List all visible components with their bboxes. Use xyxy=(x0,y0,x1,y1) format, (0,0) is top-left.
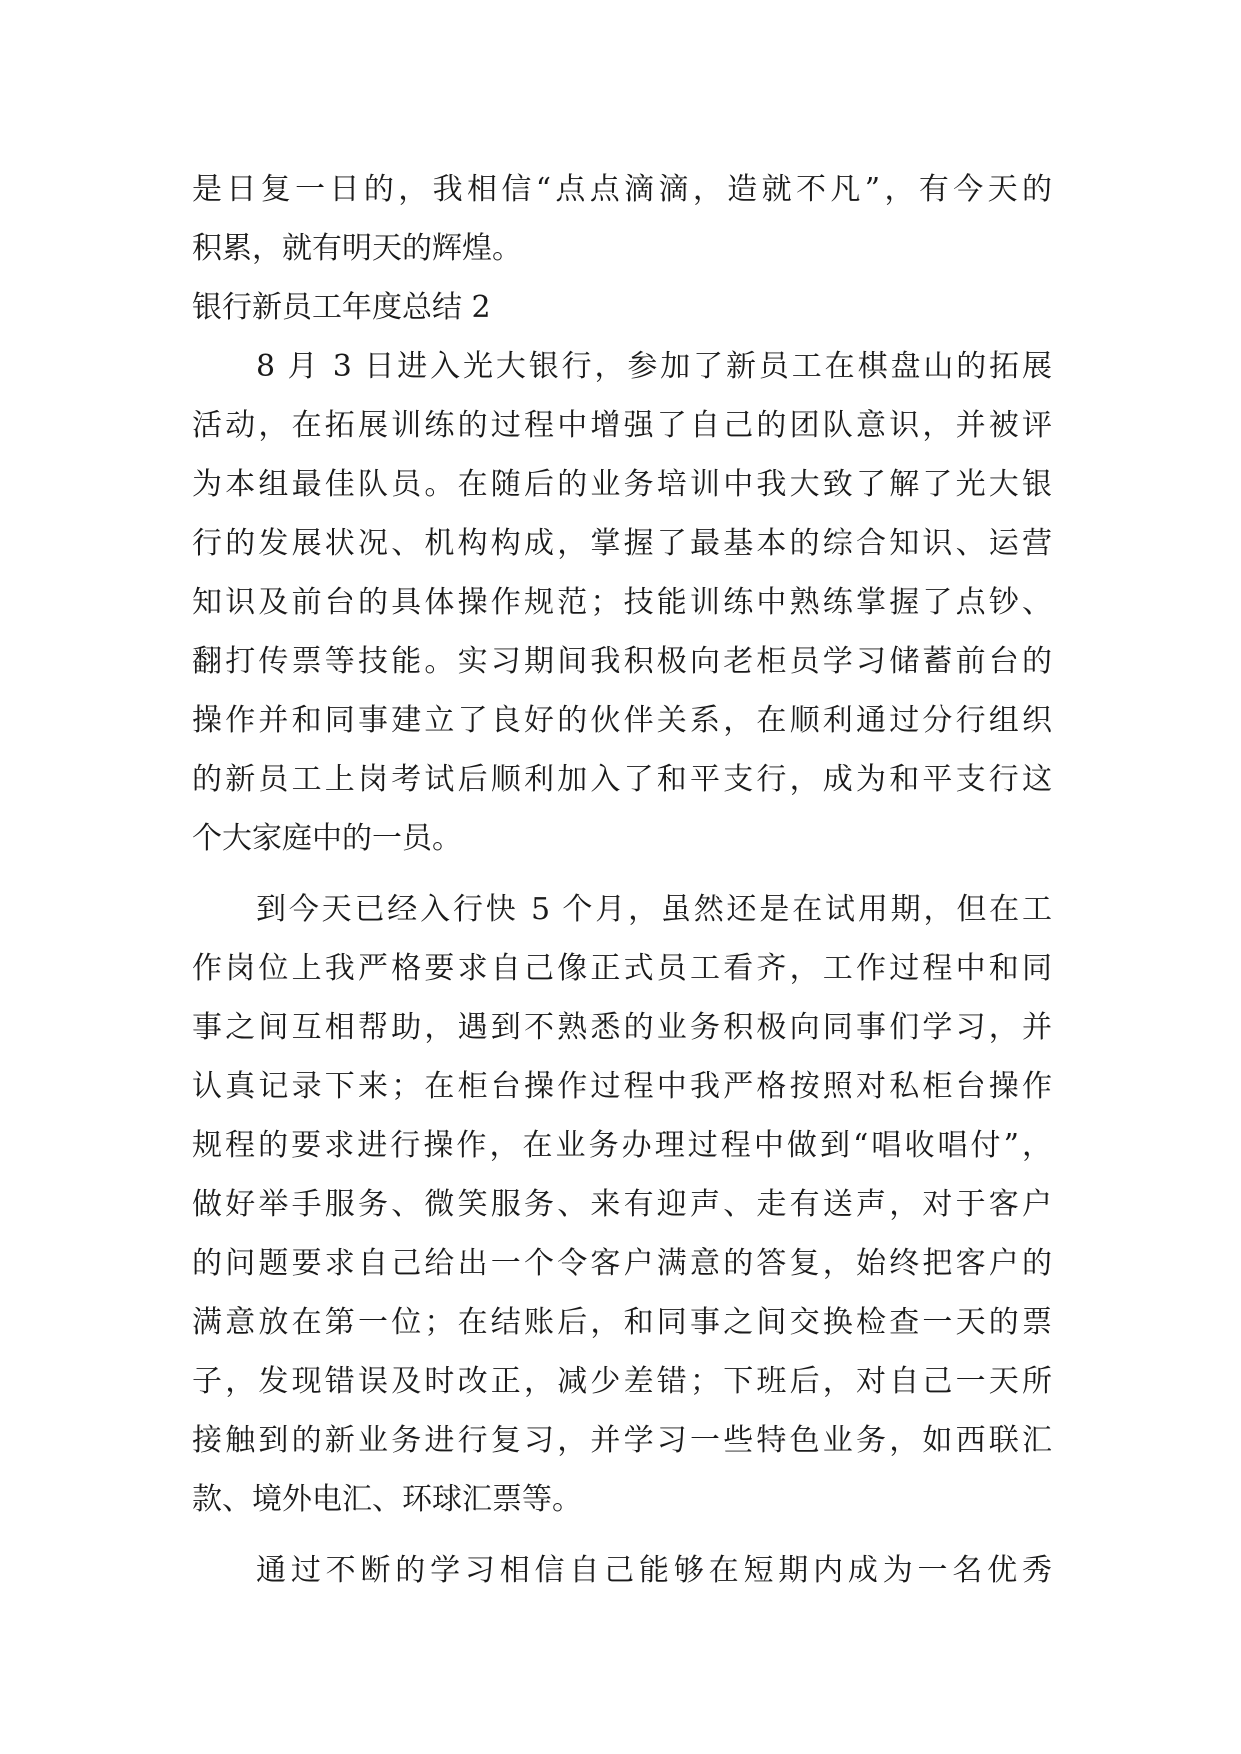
paragraph-gap xyxy=(192,868,1052,880)
paragraph-line: 知识及前台的具体操作规范；技能训练中熟练掌握了点钞、 xyxy=(192,585,1052,620)
paragraph-1 xyxy=(192,337,1052,868)
paragraph-line: 款、境外电汇、环球汇票等。 xyxy=(192,1482,582,1517)
paragraph-line: 的问题要求自己给出一个令客户满意的答复，始终把客户的 xyxy=(192,1246,1052,1281)
paragraph-line: 个大家庭中的一员。 xyxy=(192,821,462,856)
paragraph-line: 为本组最佳队员。在随后的业务培训中我大致了解了光大银 xyxy=(192,467,1052,502)
paragraph-line: 作岗位上我严格要求自己像正式员工看齐，工作过程中和同 xyxy=(192,951,1052,986)
paragraph-3 xyxy=(192,1541,1052,1600)
paragraph-2 xyxy=(192,880,1052,1529)
paragraph-line: 做好举手服务、微笑服务、来有迎声、走有送声，对于客户 xyxy=(192,1187,1052,1222)
paragraph-line: 活动，在拓展训练的过程中增强了自己的团队意识，并被评 xyxy=(192,408,1052,443)
paragraph-line: 规程的要求进行操作，在业务办理过程中做到“唱收唱付”， xyxy=(192,1128,1052,1163)
paragraph-line: 操作并和同事建立了良好的伙伴关系，在顺利通过分行组织 xyxy=(192,703,1052,738)
paragraph-line: 事之间互相帮助，遇到不熟悉的业务积极向同事们学习，并 xyxy=(192,1010,1052,1045)
paragraph-line: 行的发展状况、机构构成，掌握了最基本的综合知识、运营 xyxy=(192,526,1052,561)
paragraph-line: 的新员工上岗考试后顺利加入了和平支行，成为和平支行这 xyxy=(192,762,1052,797)
paragraph-line: 通过不断的学习相信自己能够在短期内成为一名优秀 xyxy=(256,1553,1052,1588)
paragraph-line: 接触到的新业务进行复习，并学习一些特色业务，如西联汇 xyxy=(192,1423,1052,1458)
paragraph-line: 满意放在第一位；在结账后，和同事之间交换检查一天的票 xyxy=(192,1305,1052,1340)
intro-line-2: 积累，就有明天的辉煌。 xyxy=(192,231,522,266)
paragraph-gap xyxy=(192,1529,1052,1541)
paragraph-line: 8 月 3 日进入光大银行，参加了新员工在棋盘山的拓展 xyxy=(256,349,1052,384)
paragraph-line: 子，发现错误及时改正，减少差错；下班后，对自己一天所 xyxy=(192,1364,1052,1399)
section-title: 银行新员工年度总结 2 xyxy=(192,290,491,325)
intro-line-1: 是日复一日的，我相信“点点滴滴，造就不凡”，有今天的 xyxy=(192,172,1052,207)
document-page xyxy=(192,160,1052,1600)
paragraph-line: 翻打传票等技能。实习期间我积极向老柜员学习储蓄前台的 xyxy=(192,644,1052,679)
paragraph-line: 认真记录下来；在柜台操作过程中我严格按照对私柜台操作 xyxy=(192,1069,1052,1104)
paragraph-line: 到今天已经入行快 5 个月，虽然还是在试用期，但在工 xyxy=(256,892,1052,927)
